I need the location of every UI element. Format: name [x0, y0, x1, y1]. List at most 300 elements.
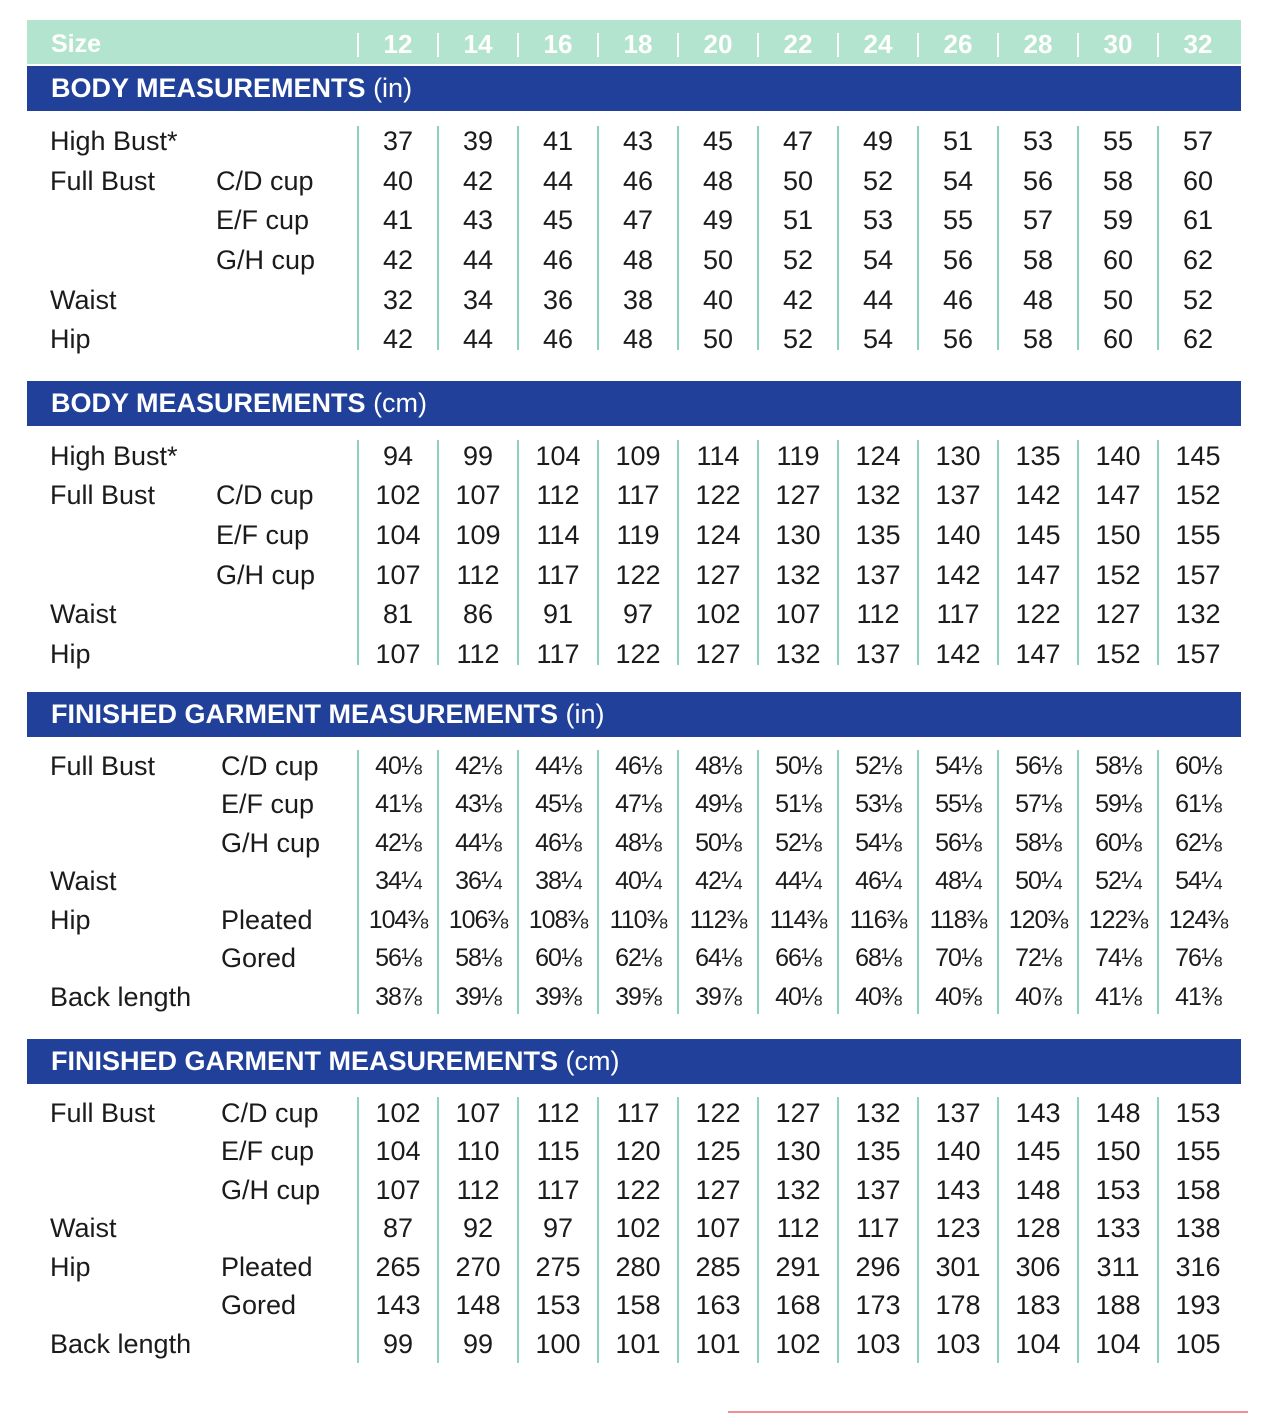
column-divider: [997, 126, 999, 350]
size-18: 18: [623, 29, 653, 59]
measurement-cell: 76⅛: [1175, 944, 1221, 972]
row-sublabel: E/F cup: [221, 1136, 315, 1166]
measurement-cell: 153: [535, 1290, 581, 1320]
measurement-cell: 44⅛: [535, 752, 581, 780]
measurement-cell: 150: [1095, 520, 1141, 550]
measurement-cell: 127: [775, 1098, 821, 1128]
measurement-cell: 100: [535, 1329, 581, 1359]
measurement-cell: 117: [536, 1175, 580, 1205]
measurement-cell: 39: [462, 126, 494, 156]
measurement-cell: 41: [382, 205, 414, 235]
measurement-cell: 47: [622, 205, 654, 235]
measurement-cell: 46: [542, 324, 574, 354]
size-30: 30: [1103, 29, 1133, 59]
measurement-cell: 140: [935, 520, 981, 550]
measurement-cell: 36: [542, 285, 574, 315]
measurement-cell: 55: [942, 205, 974, 235]
measurement-cell: 137: [855, 639, 901, 669]
size-26: 26: [943, 29, 973, 59]
measurement-cell: 62⅛: [615, 944, 661, 972]
measurement-cell: 173: [855, 1290, 901, 1320]
measurement-cell: 60: [1102, 324, 1134, 354]
measurement-cell: 135: [1015, 441, 1061, 471]
measurement-cell: 147: [1015, 560, 1061, 590]
measurement-cell: 155: [1175, 1136, 1221, 1166]
measurement-cell: 40⅛: [775, 983, 821, 1011]
measurement-cell: 107: [375, 1175, 421, 1205]
measurement-cell: 316: [1175, 1252, 1221, 1282]
measurement-cell: 55: [1102, 126, 1134, 156]
measurement-cell: 132: [1175, 599, 1221, 629]
row-sublabel: G/H cup: [216, 245, 316, 275]
measurement-cell: 122⅜: [1088, 906, 1148, 934]
size-12: 12: [383, 29, 413, 59]
measurement-cell: 107: [695, 1213, 741, 1243]
measurement-cell: 60⅛: [535, 944, 581, 972]
measurement-cell: 125: [695, 1136, 741, 1166]
measurement-cell: 68⅛: [855, 944, 901, 972]
measurement-cell: 49: [862, 126, 894, 156]
size-header-divider: [997, 33, 999, 57]
measurement-cell: 127: [695, 1175, 741, 1205]
column-divider: [517, 126, 519, 350]
measurement-cell: 50: [702, 245, 734, 275]
measurement-cell: 62: [1182, 245, 1214, 275]
measurement-cell: 97: [622, 599, 654, 629]
measurement-cell: 56⅛: [1015, 752, 1061, 780]
measurement-cell: 42: [382, 324, 414, 354]
measurement-cell: 152: [1095, 560, 1141, 590]
measurement-cell: 52: [862, 166, 894, 196]
measurement-cell: 112: [456, 639, 500, 669]
measurement-cell: 118⅜: [929, 906, 987, 934]
measurement-cell: 40⅝: [935, 983, 981, 1011]
measurement-cell: 133: [1095, 1213, 1141, 1243]
measurement-cell: 183: [1015, 1290, 1061, 1320]
measurement-cell: 46¼: [855, 867, 901, 895]
measurement-cell: 57: [1182, 126, 1214, 156]
section-banner: [27, 381, 1241, 426]
measurement-cell: 104⅜: [368, 906, 428, 934]
measurement-cell: 115: [536, 1136, 580, 1166]
measurement-cell: 48: [622, 245, 654, 275]
measurement-cell: 157: [1175, 639, 1221, 669]
measurement-cell: 147: [1015, 639, 1061, 669]
measurement-cell: 107: [375, 560, 421, 590]
measurement-cell: 40: [702, 285, 734, 315]
measurement-cell: 42⅛: [455, 752, 501, 780]
measurement-cell: 137: [855, 560, 901, 590]
measurement-cell: 155: [1175, 520, 1221, 550]
measurement-cell: 148: [455, 1290, 501, 1320]
measurement-cell: 58⅛: [1015, 829, 1061, 857]
measurement-cell: 60⅛: [1095, 829, 1141, 857]
measurement-cell: 132: [775, 639, 821, 669]
column-divider: [517, 440, 519, 665]
measurement-cell: 122: [695, 480, 741, 510]
measurement-cell: 58: [1022, 324, 1054, 354]
measurement-cell: 99: [382, 1329, 414, 1359]
measurement-cell: 127: [695, 639, 741, 669]
row-label: Hip: [50, 905, 91, 935]
measurement-cell: 59⅛: [1095, 790, 1141, 818]
column-divider: [997, 440, 999, 665]
measurement-cell: 99: [462, 1329, 494, 1359]
measurement-cell: 103: [935, 1329, 981, 1359]
measurement-cell: 127: [695, 560, 741, 590]
measurement-cell: 74⅛: [1095, 944, 1141, 972]
measurement-cell: 101: [615, 1329, 661, 1359]
measurement-cell: 52: [782, 245, 814, 275]
measurement-cell: 58⅛: [1095, 752, 1141, 780]
measurement-cell: 132: [775, 560, 821, 590]
measurement-cell: 143: [935, 1175, 981, 1205]
measurement-cell: 58: [1102, 166, 1134, 196]
measurement-cell: 45: [542, 205, 574, 235]
measurement-cell: 280: [615, 1252, 661, 1282]
measurement-cell: 152: [1175, 480, 1221, 510]
column-divider: [837, 126, 839, 350]
measurement-cell: 109: [455, 520, 501, 550]
measurement-cell: 91: [542, 599, 574, 629]
measurement-cell: 117: [856, 1213, 900, 1243]
size-32: 32: [1183, 29, 1213, 59]
section-banner: [27, 1039, 1241, 1084]
column-divider: [357, 126, 359, 350]
row-sublabel: G/H cup: [216, 560, 316, 590]
measurement-cell: 66⅛: [775, 944, 821, 972]
measurement-cell: 114⅜: [769, 906, 827, 934]
measurement-cell: 270: [455, 1252, 501, 1282]
measurement-cell: 188: [1095, 1290, 1141, 1320]
measurement-cell: 44: [462, 324, 494, 354]
measurement-cell: 39⅛: [455, 983, 501, 1011]
measurement-cell: 48⅛: [615, 829, 661, 857]
measurement-cell: 102: [695, 599, 741, 629]
measurement-cell: 152: [1095, 639, 1141, 669]
column-divider: [1157, 440, 1159, 665]
size-22: 22: [783, 29, 813, 59]
measurement-cell: 47⅛: [615, 790, 661, 818]
measurement-cell: 114: [536, 520, 580, 550]
measurement-cell: 36¼: [455, 867, 501, 895]
measurement-cell: 46⅛: [535, 829, 581, 857]
size-header-divider: [1157, 33, 1159, 57]
measurement-cell: 124: [695, 520, 741, 550]
row-sublabel: E/F cup: [216, 205, 310, 235]
row-label: Full Bust: [50, 166, 156, 196]
measurement-cell: 122: [615, 1175, 661, 1205]
row-label: Waist: [50, 866, 117, 896]
measurement-cell: 130: [775, 1136, 821, 1166]
measurement-cell: 61⅛: [1175, 790, 1221, 818]
measurement-cell: 44¼: [775, 867, 821, 895]
section-title: FINISHED GARMENT MEASUREMENTS: [51, 699, 559, 729]
measurement-cell: 107: [375, 639, 421, 669]
measurement-cell: 193: [1175, 1290, 1221, 1320]
measurement-cell: 102: [375, 1098, 421, 1128]
measurement-cell: 117: [616, 1098, 660, 1128]
measurement-cell: 41⅛: [1095, 983, 1141, 1011]
measurement-cell: 38¼: [535, 867, 581, 895]
measurement-cell: 157: [1175, 560, 1221, 590]
measurement-cell: 137: [855, 1175, 901, 1205]
measurement-cell: 38: [622, 285, 654, 315]
measurement-cell: 49⅛: [695, 790, 741, 818]
measurement-cell: 54: [862, 324, 894, 354]
measurement-cell: 50: [702, 324, 734, 354]
measurement-cell: 50: [1102, 285, 1134, 315]
section-banner: [27, 66, 1241, 111]
column-divider: [1157, 126, 1159, 350]
row-sublabel: C/D cup: [216, 166, 314, 196]
size-header-divider: [357, 33, 359, 57]
measurement-cell: 153: [1175, 1098, 1221, 1128]
measurement-cell: 40⅜: [855, 983, 901, 1011]
row-label: High Bust*: [50, 126, 178, 156]
measurement-cell: 119: [616, 520, 660, 550]
measurement-cell: 135: [855, 1136, 901, 1166]
section-unit: (in): [373, 73, 413, 103]
column-divider: [837, 440, 839, 665]
measurement-cell: 46: [622, 166, 654, 196]
measurement-cell: 58: [1022, 245, 1054, 275]
measurement-cell: 45⅛: [535, 790, 581, 818]
measurement-cell: 104: [375, 520, 421, 550]
measurement-cell: 46: [542, 245, 574, 275]
row-label: Hip: [50, 324, 91, 354]
measurement-cell: 123: [935, 1213, 981, 1243]
row-sublabel: G/H cup: [221, 828, 321, 858]
row-sublabel: E/F cup: [216, 520, 310, 550]
measurement-cell: 117: [936, 599, 980, 629]
section-unit: (cm): [373, 388, 428, 418]
measurement-cell: 81: [382, 599, 414, 629]
measurement-cell: 43⅛: [455, 790, 501, 818]
measurement-cell: 56: [942, 245, 974, 275]
measurement-cell: 53⅛: [855, 790, 901, 818]
measurement-cell: 102: [375, 480, 421, 510]
measurement-cell: 142: [1015, 480, 1061, 510]
measurement-cell: 43: [622, 126, 654, 156]
row-sublabel: C/D cup: [216, 480, 314, 510]
measurement-cell: 42: [462, 166, 494, 196]
measurement-cell: 61: [1182, 205, 1214, 235]
column-divider: [917, 440, 919, 665]
row-label: High Bust*: [50, 441, 178, 471]
measurement-cell: 148: [1095, 1098, 1141, 1128]
measurement-cell: 102: [775, 1329, 821, 1359]
measurement-cell: 52⅛: [775, 829, 821, 857]
row-sublabel: Pleated: [221, 905, 313, 935]
measurement-cell: 137: [935, 480, 981, 510]
measurement-cell: 49: [702, 205, 734, 235]
measurement-cell: 87: [382, 1213, 414, 1243]
measurement-cell: 37: [382, 126, 414, 156]
measurement-cell: 301: [935, 1252, 981, 1282]
measurement-cell: 50: [782, 166, 814, 196]
measurement-cell: 114: [696, 441, 740, 471]
measurement-cell: 285: [695, 1252, 741, 1282]
measurement-cell: 51⅛: [775, 790, 821, 818]
measurement-cell: 60: [1182, 166, 1214, 196]
row-sublabel: G/H cup: [221, 1175, 321, 1205]
measurement-cell: 138: [1175, 1213, 1221, 1243]
measurement-cell: 32: [382, 285, 414, 315]
row-label: Waist: [50, 285, 117, 315]
size-header-divider: [917, 33, 919, 57]
measurement-cell: 54: [862, 245, 894, 275]
measurement-cell: 38⅞: [375, 983, 421, 1011]
size-header-divider: [597, 33, 599, 57]
section-title: BODY MEASUREMENTS: [51, 388, 366, 418]
measurement-cell: 140: [1095, 441, 1141, 471]
measurement-cell: 48⅛: [695, 752, 741, 780]
measurement-cell: 70⅛: [935, 944, 981, 972]
measurement-cell: 112: [776, 1213, 820, 1243]
measurement-cell: 48: [702, 166, 734, 196]
size-header-divider: [677, 33, 679, 57]
measurement-cell: 45: [702, 126, 734, 156]
measurement-cell: 54⅛: [935, 752, 981, 780]
size-header-divider: [837, 33, 839, 57]
measurement-cell: 112: [456, 560, 500, 590]
measurement-cell: 107: [455, 1098, 501, 1128]
column-divider: [437, 126, 439, 350]
row-label: Full Bust: [50, 1098, 156, 1128]
measurement-cell: 72⅛: [1015, 944, 1061, 972]
measurement-cell: 143: [375, 1290, 421, 1320]
measurement-cell: 112: [536, 1098, 580, 1128]
measurement-cell: 127: [775, 480, 821, 510]
measurement-cell: 50⅛: [775, 752, 821, 780]
row-label: Waist: [50, 599, 117, 629]
measurement-cell: 51: [942, 126, 974, 156]
measurement-cell: 94: [382, 441, 414, 471]
measurement-cell: 57⅛: [1015, 790, 1061, 818]
size-header-divider: [517, 33, 519, 57]
row-label: Waist: [50, 1213, 117, 1243]
measurement-cell: 296: [855, 1252, 901, 1282]
row-sublabel: Pleated: [221, 1252, 313, 1282]
measurement-cell: 122: [1015, 599, 1061, 629]
measurement-cell: 52: [782, 324, 814, 354]
measurement-cell: 41⅛: [375, 790, 421, 818]
section-banner: [27, 692, 1241, 737]
column-divider: [677, 126, 679, 350]
measurement-cell: 40⅞: [1015, 983, 1061, 1011]
measurement-cell: 48: [1022, 285, 1054, 315]
column-divider: [1077, 440, 1079, 665]
row-label: Hip: [50, 1252, 91, 1282]
measurement-cell: 92: [462, 1213, 494, 1243]
measurement-cell: 148: [1015, 1175, 1061, 1205]
measurement-cell: 132: [855, 480, 901, 510]
measurement-cell: 153: [1095, 1175, 1141, 1205]
measurement-cell: 158: [615, 1290, 661, 1320]
measurement-cell: 60⅛: [1175, 752, 1221, 780]
measurement-cell: 122: [615, 560, 661, 590]
measurement-cell: 112: [456, 1175, 500, 1205]
measurement-cell: 116⅜: [849, 906, 907, 934]
measurement-cell: 44: [462, 245, 494, 275]
measurement-cell: 104: [375, 1136, 421, 1166]
row-label: Full Bust: [50, 480, 156, 510]
measurement-cell: 53: [862, 205, 894, 235]
measurement-cell: 56: [1022, 166, 1054, 196]
measurement-cell: 44: [862, 285, 894, 315]
measurement-cell: 58⅛: [455, 944, 501, 972]
column-divider: [757, 440, 759, 665]
column-divider: [1077, 126, 1079, 350]
size-header-divider: [757, 33, 759, 57]
measurement-cell: 104: [1095, 1329, 1141, 1359]
measurement-cell: 52⅛: [855, 752, 901, 780]
measurement-cell: 145: [1015, 1136, 1061, 1166]
measurement-cell: 104: [1015, 1329, 1061, 1359]
measurement-cell: 127: [1095, 599, 1141, 629]
row-sublabel: C/D cup: [221, 751, 319, 781]
measurement-cell: 97: [542, 1213, 574, 1243]
measurement-cell: 178: [935, 1290, 981, 1320]
column-divider: [437, 440, 439, 665]
size-14: 14: [463, 29, 493, 59]
measurement-cell: 52: [1182, 285, 1214, 315]
measurement-cell: 117: [536, 560, 580, 590]
measurement-cell: 112: [856, 599, 900, 629]
measurement-cell: 54: [942, 166, 974, 196]
measurement-cell: 47: [782, 126, 814, 156]
measurement-cell: 124: [855, 441, 901, 471]
measurement-cell: 158: [1175, 1175, 1221, 1205]
measurement-cell: 62: [1182, 324, 1214, 354]
measurement-cell: 137: [935, 1098, 981, 1128]
measurement-cell: 34¼: [375, 867, 421, 895]
measurement-cell: 142: [935, 639, 981, 669]
measurement-cell: 110: [456, 1136, 500, 1166]
column-divider: [917, 126, 919, 350]
measurement-cell: 122: [615, 639, 661, 669]
measurement-cell: 311: [1096, 1252, 1140, 1282]
measurement-cell: 39⅞: [695, 983, 741, 1011]
row-sublabel: Gored: [221, 1290, 297, 1320]
row-sublabel: C/D cup: [221, 1098, 319, 1128]
measurement-cell: 42: [782, 285, 814, 315]
measurement-cell: 306: [1015, 1252, 1061, 1282]
column-divider: [757, 126, 759, 350]
row-label: Hip: [50, 639, 91, 669]
row-label: Back length: [50, 1329, 192, 1359]
measurement-cell: 62⅛: [1175, 829, 1221, 857]
measurement-cell: 168: [775, 1290, 821, 1320]
measurement-cell: 291: [775, 1252, 821, 1282]
measurement-cell: 119: [776, 441, 820, 471]
measurement-cell: 39⅝: [615, 983, 661, 1011]
measurement-cell: 102: [615, 1213, 661, 1243]
measurement-cell: 55⅛: [935, 790, 981, 818]
measurement-cell: 147: [1095, 480, 1141, 510]
measurement-cell: 46⅛: [615, 752, 661, 780]
measurement-cell: 41⅜: [1175, 983, 1221, 1011]
measurement-cell: 43: [462, 205, 494, 235]
measurement-cell: 265: [375, 1252, 421, 1282]
measurement-cell: 130: [775, 520, 821, 550]
row-sublabel: E/F cup: [221, 789, 315, 819]
measurement-cell: 64⅛: [695, 944, 741, 972]
measurement-cell: 41: [542, 126, 574, 156]
row-label: Back length: [50, 982, 192, 1012]
measurement-cell: 101: [695, 1329, 741, 1359]
